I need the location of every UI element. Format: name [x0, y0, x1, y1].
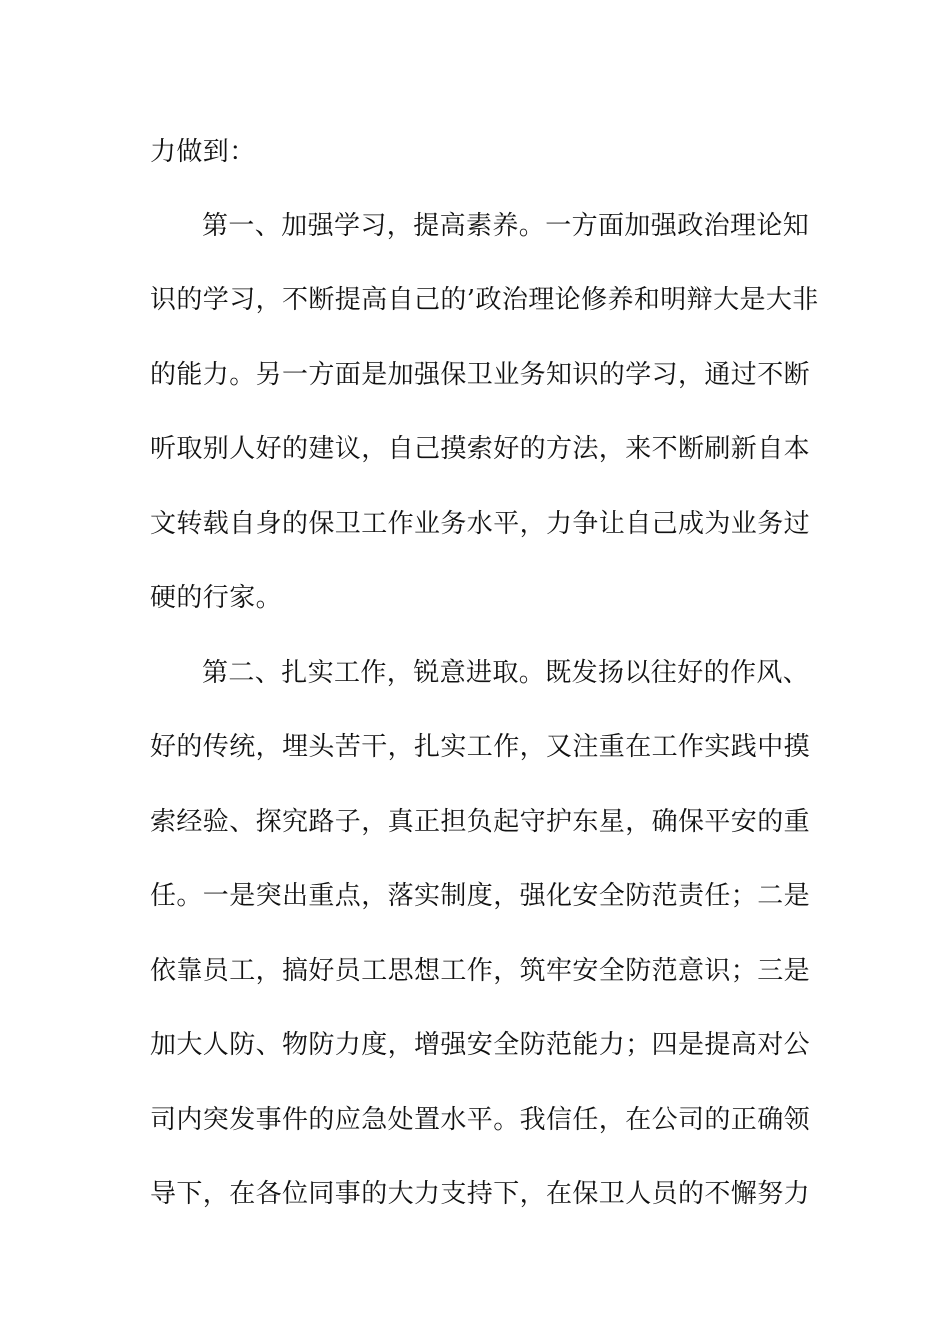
paragraph-first-line: 第二、扎实工作，锐意进取。既发扬以往好的作风、 [202, 658, 810, 688]
text-line: 好的传统，埋头苦干，扎实工作，又注重在工作实践中摸 [150, 732, 811, 762]
text-line: 文转载自身的保卫工作业务水平，力争让自己成为业务过 [150, 509, 811, 539]
text-line: 硬的行家。 [150, 583, 283, 613]
text-line: 加大人防、物防力度，增强安全防范能力；四是提高对公 [150, 1030, 811, 1060]
text-line: 索经验、探究路子，真正担负起守护东星，确保平安的重 [150, 807, 811, 837]
text-line: 司内突发事件的应急处置水平。我信任，在公司的正确领 [150, 1105, 811, 1135]
text-line: 依靠员工，搞好员工思想工作，筑牢安全防范意识；三是 [150, 956, 811, 986]
text-line: 的能力。另一方面是加强保卫业务知识的学习，通过不断 [150, 360, 811, 390]
text-line: 力做到： [150, 137, 256, 167]
paragraph-first-line: 第一、加强学习，提高素养。一方面加强政治理论知 [202, 211, 810, 241]
text-line: 识的学习，不断提高自己的’政治理论修养和明辩大是大非 [150, 285, 819, 315]
text-line: 任。一是突出重点，落实制度，强化安全防范责任；二是 [150, 881, 811, 911]
text-line: 听取别人好的建议，自己摸索好的方法，来不断刷新自本 [150, 434, 811, 464]
text-line: 导下，在各位同事的大力支持下，在保卫人员的不懈努力 [150, 1179, 811, 1209]
